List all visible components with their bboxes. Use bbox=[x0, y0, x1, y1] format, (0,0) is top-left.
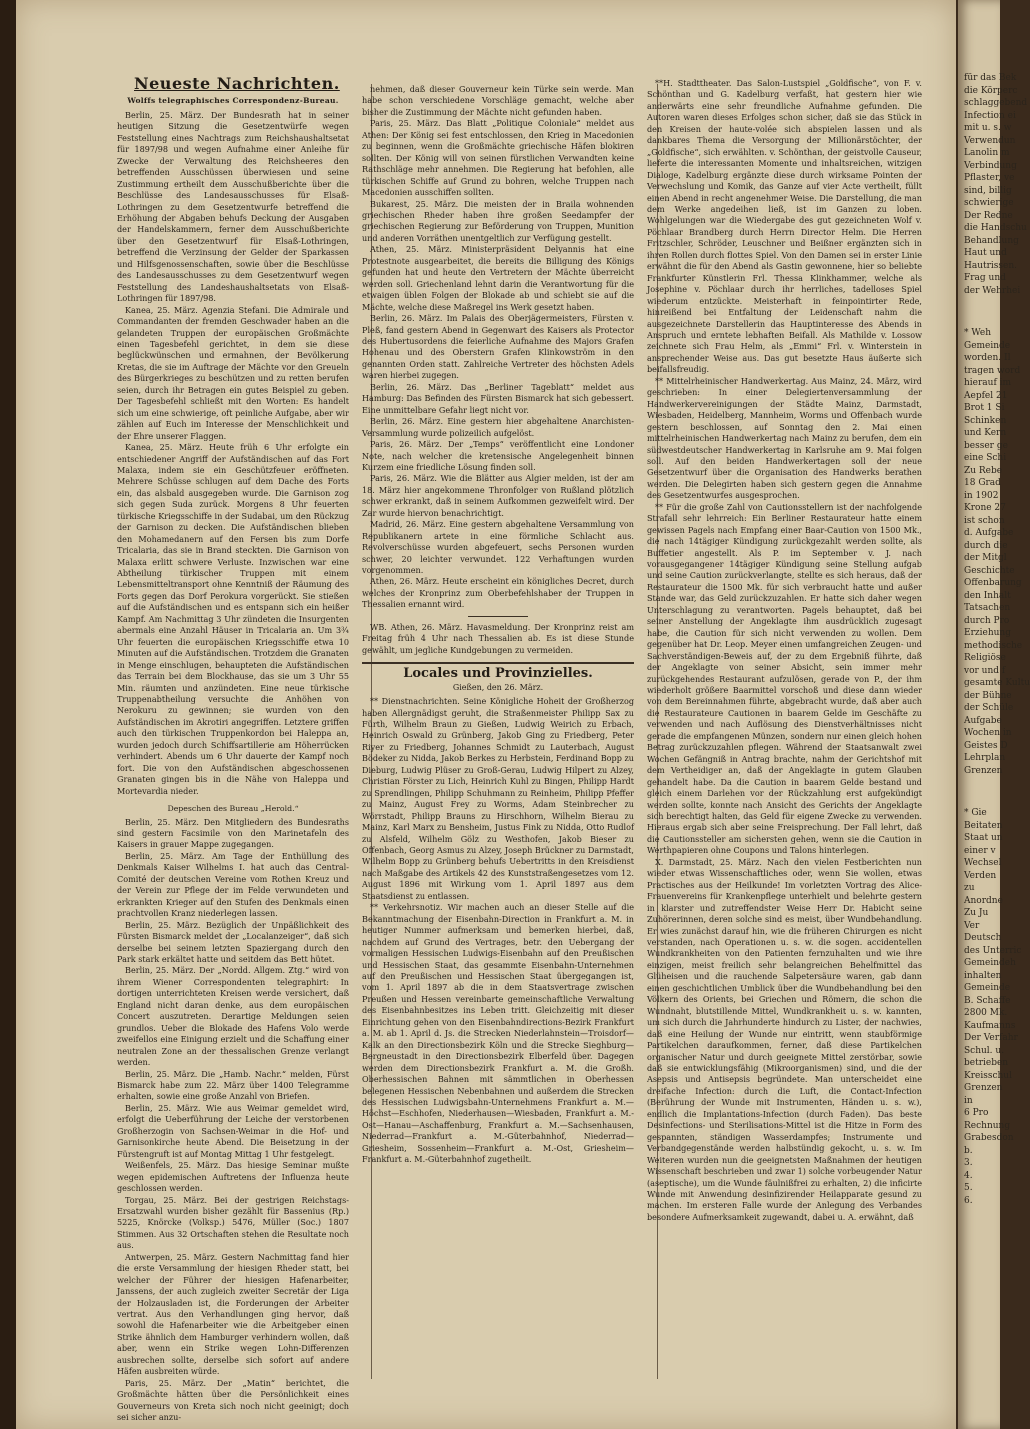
local-paragraph: ** Dienstnachrichten. Seine Königliche Hoheit der Großherzog haben Allergnädigst geruht, die Straßenmeister Philipp Sax zu Fürth, Wilhelm Braun zu Gießen, Ludwig Weirich zu Erbach, Heinrich Oswald zu Grünberg, Jakob Ging zu Friedberg, Peter Riyer zu Friedberg, Johannes Schmidt zu Lauterbach, August Bödeker zu Nidda, Jakob Berkes zu Herbstein, Ferdinand Bopp zu Dieburg, Ludwig Plüser zu Groß-Gerau, Ludwig Hilpert zu Alzey, Christian Förster zu Lich, Heinrich Kuhl zu Bingen, Philipp Hardt zu Sprendlingen, Philipp Schuhmann zu Reinheim, Philipp Pfeffer zu Mainz, August Frey zu Worms, Adam Steinbrecher zu Wörrstadt, Philipp Brauns zu Hirschhorn, Wilhelm Bierau zu Mainz, Karl Marx zu Bensheim, Justus Fink zu Nidda, Otto Rudlof zu Alsfeld, Wilhelm Gölz zu Westhofen, Jakob Bieser zu Offenbach, Georg Asmus zu Alzey, Joseph Brückner zu Darmstadt, Wilhelm Bopp zu Grünberg behufs Uebertritts in den Kreisdienst nach Maßgabe des Artikels 42 des Kunststraßengesetzes vom 12. August 1896 mit Wirkung vom 1. April 1897 aus dem Staatsdienst zu entlassen. bbox=[362, 696, 634, 901]
adjacent-text-line: betrieben bbox=[964, 1058, 1009, 1068]
news-paragraph: Paris, 26. März. Wie die Blätter aus Algier melden, ist der am 18. März hier angekommene Thronfolger von Rußland plötzlich schwer erkrankt, daß in seinem Aufkommen gezweifelt wird. Der Zar wurde hiervon benachrichtigt. bbox=[362, 473, 634, 518]
news-paragraph: Kanea, 25. März. Agenzia Stefani. Die Admirale und Commandanten der fremden Geschwader haben an die gelandeten Truppen der europäischen Großmächte einen Tagesbefehl gerichtet, in dem sie diese beglückwünschen und ermahnen, der Bevölkerung Kretas, die sie im Auftrage der Mächte vor den Greueln des Bürgerkrieges zu beschützen und zu retten berufen seien, durch ihr Betragen ein gutes Beispiel zu geben. Der Tagesbefehl schließt mit den Worten: Es handelt sich um eine schwierige, oft peinliche Aufgabe, aber wir zählen auf Euch im Interesse der Menschlichkeit und der Ehre unserer Flaggen. bbox=[117, 304, 349, 441]
adjacent-text-line: gesamte Kultu bbox=[964, 678, 1030, 688]
adjacent-text-line: 2800 Mk. bbox=[964, 1008, 1008, 1018]
adjacent-text-line: * Gie bbox=[964, 808, 987, 818]
adjacent-text-line: hierauf im bbox=[964, 378, 1012, 388]
adjacent-text-line: inhalten bbox=[964, 970, 1002, 981]
adjacent-text-line: Religiöse bbox=[964, 653, 1006, 663]
news-paragraph: Berlin, 25. März. Wie aus Weimar gemeldet wird, erfolgt die Ueberführung der Leiche der verstorbenen Großherzogin von Sachsen-Weimar in die Hof- und Garnisonkirche heute Abend. Die Beisetzung in der Fürstengruft ist auf Montag Mittag 1 Uhr festgelegt. bbox=[117, 1102, 349, 1159]
wire-service-subtitle: Wolffs telegraphisches Correspondenz-Bureau. bbox=[127, 96, 339, 106]
adjacent-text-line: in 1902 bbox=[964, 490, 999, 501]
adjacent-text-line: Beitaten bbox=[964, 820, 1003, 831]
adjacent-text-line: der Wehrhei bbox=[964, 285, 1021, 296]
adjacent-text-line: Aepfel 21 bbox=[964, 390, 1008, 401]
adjacent-text-line: durch Pro bbox=[964, 615, 1010, 626]
masthead-title: Neueste Nachrichten. bbox=[134, 74, 340, 93]
adjacent-text-line: Kaufmanns bbox=[964, 1020, 1016, 1031]
adjacent-text-line: Gemeinde bbox=[964, 340, 1011, 351]
news-paragraph: Berlin, 25. März. Bezüglich der Unpäßlichkeit des Fürsten Bismarck meldet der „Localanzeiger“, daß sich derselbe bei seinem letzten Spaziergang durch den Park stark erkältet hatte und seitdem das Bett hütet. bbox=[117, 919, 349, 964]
news-paragraph: Paris, 25. März. Das Blatt „Politique Coloniale“ meldet aus Athen: Der König sei fest entschlossen, den Krieg in Macedonien zu beginnen, wenn die Großmächte griechische Häfen blokiren sollten. Der König will von seinen fürstlichen Verwandten keine Rathschläge mehr annehmen. Die Regierung hat befohlen, alle türkischen Schiffe auf Grund zu bohren, welche Truppen nach Macedonien ausschiffen sollten. bbox=[362, 118, 634, 198]
adjacent-text-line: einer v bbox=[964, 845, 996, 856]
adjacent-text-line: ist schon bbox=[964, 515, 1005, 526]
news-paragraph: Athen, 26. März. Heute erscheint ein königliches Decret, durch welches der Kronprinz zum Oberbefehlshaber der Truppen in Thessalien ernannt wird. bbox=[362, 576, 634, 610]
adjacent-text-line: Zu Rebe bbox=[964, 465, 1003, 476]
news-paragraph: Berlin, 25. März. Der Bundesrath hat in seiner heutigen Sitzung die Gesetzentwürfe wegen Feststellung eines Nachtrags zum Reichshaushaltsetat für 1897/98 und wegen Aufnahme einer Anleihe für Zwecke der Verwaltung des Reichsheeres den betreffenden Ausschüssen überwiesen und seine Zustimmung ertheilt dem Ausschußberichte über die Beschlüsse des Landesausschusses für Elsaß-Lothringen zu dem Gesetzentwurfe betreffend die Erhöhung der Abgaben behufs Deckung der Ausgaben der Handelskammern, ferner dem Ausschußberichte über den Gesetzentwurf für Elsaß-Lothringen, betreffend die Verzinsung der Gelder der Sparkassen und Hilfsgenossenschaften, sowie über die Beschlüsse des Landesausschusses zu dem Gesetzentwurf wegen Feststellung des Landeshaushaltsetats von Elsaß-Lothringen für 1897/98. bbox=[117, 109, 349, 304]
news-paragraph: Berlin, 26. März. Das „Berliner Tageblatt“ meldet aus Hamburg: Das Befinden des Fürsten Bismarck hat sich gebessert. Eine unmittelbare Gefahr liegt nicht vor. bbox=[362, 381, 634, 415]
adjacent-text-line: Geschichte bbox=[964, 565, 1015, 576]
adjacent-text-line: Aufgabe bbox=[964, 715, 1002, 726]
news-paragraph: Torgau, 25. März. Bei der gestrigen Reichstags-Ersatzwahl wurden bisher gezählt für Bassenius (Rp.) 5225, Knörcke (Volksp.) 5476, Müller (Soc.) 1807 Stimmen. Aus 32 Ortschaften stehen die Resultate noch aus. bbox=[117, 1194, 349, 1251]
column-2-paragraphs bbox=[362, 84, 634, 611]
adjacent-text-line: Frag und bbox=[964, 273, 1006, 283]
adjacent-text-line: Anordne bbox=[964, 895, 1003, 906]
news-paragraph: Weißenfels, 25. März. Das hiesige Seminar mußte wegen epidemischen Auftretens der Influenza heute geschlossen werden. bbox=[117, 1160, 349, 1194]
adjacent-text-line: Behandlung bbox=[964, 235, 1019, 246]
news-paragraph: Paris, 25. März. Der „Matin“ berichtet, die Großmächte hätten über die Persönlichkeit eines Gouverneurs von Kreta sich noch nicht geeinigt; doch sei sicher anzu- bbox=[117, 1377, 349, 1423]
adjacent-text-line: 6. bbox=[964, 1195, 973, 1206]
news-paragraph: Berlin, 26. März. Im Palais des Oberjägermeisters, Fürsten v. Pleß, fand gestern Abend in Gegenwart des Kaisers als Protector des Hubertusordens die feierliche Aufnahme des Majors Grafen Hohenau und des Oberstern Grafen Klinkowström in den genannten Orden statt. Zahlreiche Vertreter des höchsten Adels waren hierbei zugegen. bbox=[362, 313, 634, 381]
herold-paragraphs bbox=[117, 817, 349, 1424]
adjacent-text-line: vor und f bbox=[964, 665, 1006, 676]
news-paragraph: Madrid, 26. März. Eine gestern abgehaltene Versammlung von Republikanern artete in eine förmliche Schlacht aus. Revolverschüsse wurden abgefeuert, sechs Personen wurden schwer, 20 leichter verwundet. 122 Verhaftungen wurden vorgenommen. bbox=[362, 519, 634, 576]
adjacent-text-line: methodische bbox=[964, 640, 1023, 651]
adjacent-text-line: Grabesdon bbox=[964, 1133, 1014, 1143]
adjacent-text-line: b. bbox=[964, 1145, 973, 1156]
adjacent-text-line: Gemeindeh bbox=[964, 958, 1016, 968]
adjacent-text-line: Lanolin m bbox=[964, 148, 1010, 158]
adjacent-text-line: * Weh bbox=[964, 328, 991, 338]
adjacent-text-line: 6 Pro bbox=[964, 1108, 989, 1118]
news-paragraph: Berlin, 25. März. Die „Hamb. Nachr.“ melden, Fürst Bismarck habe zum 22. März über 1400 Telegramme erhalten, sowie eine große Anzahl von Briefen. bbox=[117, 1068, 349, 1102]
adjacent-text-line: in bbox=[964, 1095, 973, 1106]
adjacent-text-line: der Mitgl bbox=[964, 553, 1007, 563]
adjacent-text-line: eine Schi bbox=[964, 453, 1007, 463]
adjacent-text-line: Gemeinde bbox=[964, 983, 1011, 993]
news-paragraph: nehmen, daß dieser Gouverneur kein Türke sein werde. Man habe schon verschiedene Vorschläge gemacht, welche aber bisher die Zustimmung der Mächte nicht gefunden haben. bbox=[362, 84, 634, 117]
section-dateline: Gießen, den 26. März. bbox=[452, 682, 544, 692]
adjacent-text-line: Wochen in bbox=[964, 728, 1012, 738]
adjacent-lines-3 bbox=[958, 807, 1022, 1207]
news-paragraph: Paris, 26. März. Der „Temps“ veröffentlicht eine Londoner Note, nach welcher die kretensische Angelegenheit binnen Kurzem eine friedliche Lösung finden soll. bbox=[362, 439, 634, 472]
adjacent-text-line: Schinken bbox=[964, 415, 1007, 426]
adjacent-text-line: schlaggebend bbox=[964, 98, 1028, 108]
adjacent-text-line: für das Bek bbox=[964, 73, 1017, 83]
news-paragraph: X. Darmstadt, 25. März. Nach den vielen Festberichten nun wieder etwas Wissenschaftliches oder, wenn Sie wollen, etwas Practisches aus der Heilkunde! Im vorletzten Vortrag des Alice-Frauenvereins für Krankenpflege unterhielt und belehrte gestern in klarster und zutreffendster Weise Herr Dr. Habicht seine Zuhörerinnen, deren solche sind es meist, über Wundbehandlung. Er wies zunächst darauf hin, wie die früheren Chirurgen es nicht verstanden, nach Operationen u. s. w. die sogen. accidentellen Wundkrankheiten von den Patienten fernzuhalten und wie ihre einzigen, meist freilich sehr belangreichen Behelfmittel das Glüheisen und die rauchende Salpetersäure waren, gab dann einen geschichtlichen Umblick über die Wundbehandlung bei den Völkern des Orients, bei Griechen und Römern, die schon die Wundnaht, blutstillende Mittel, Wundkrankheit u. s. w. kannten, um sich durch die Jahrhunderte hindurch zu Lister, der nachwies, daß eine Heilung der Wunde nur eintritt, wenn staubförmige Partikelchen daraufkommen, ferner, daß diese Partikelchen organischer Natur und durch geeignete Mittel zerstörbar, sowie daß sie entwicklungsfähig (Mikroorganismen) sind, und die der Asepsis und Antisepsis begründete. Man unterscheidet eine dreifache Infection: durch die Luft, die Contact-Infection (Berührung der Wunde mit Instrumenten, Händen u. s. w.), endlich die Implantations-Infection (durch Faden). Das beste Desinfections- und Sterilisations-Mittel ist die Hitze in Form des gespannten, ständigen Wasserdampfes; Instrumente und Verbandgegenstände werden halbstündig gekocht, u. s. w. Im Weiteren wurden nun die geeignetsten Maßnahmen der heutigen Wissenschaft beschrieben und zwar 1) solche vorbeugender Natur (aseptische), um die Wunde fäulnißfrei zu erhalten, 2) die inficirte Wunde mit Anwendung desinfizirender Heilapparate gesund zu machen. Im ersteren Falle wurde der Anlegung des Verbandes besondere Aufmerksamkeit zugewandt, dabei u. A. erwähnt, daß bbox=[647, 856, 922, 1222]
news-paragraph: Berlin, 26. März. Eine gestern hier abgehaltene Anarchisten-Versammlung wurde polizeilich aufgelöst. bbox=[362, 416, 634, 438]
adjacent-text-line: Schul. u. bbox=[964, 1045, 1005, 1056]
adjacent-text-line: Kreisschul bbox=[964, 1070, 1012, 1081]
adjacent-text-line: Ver bbox=[964, 920, 980, 931]
adjacent-text-line: tragen word bbox=[964, 365, 1021, 376]
column-2 bbox=[362, 84, 634, 1389]
news-paragraph: ** Für die große Zahl von Cautionsstellern ist der nachfolgende Strafall sehr lehrreich: Ein Berliner Restaurateur hatte einem gewissen Pagels nach Empfang einer Baar-Caution von 1500 Mk., die nach 14tägiger Kündigung zurückgezahlt werden sollte, als Buffetier angestellt. Als P. im September v. J. nach vorausgegangener 14tägiger Kündigung seine Stellung aufgab und seine Caution zurückverlangte, stellte es sich heraus, daß der Restaurateur die 1500 Mk. für sich verbraucht hatte und außer Stande war, das Geld zurückzuzahlen. Er hatte sich daher wegen Unterschlagung zu verantworten. Pagels behauptet, daß bei seiner Anstellung der Angeklagte ihm ausdrücklich zugesagt habe, die Caution für sich nicht verwenden zu wollen. Dem gegenüber hat Dr. Leop. Meyer einen umfangreichen Zeugen- und Sachverständigen-Beweis auf, der zu dem Ergebniß führte, daß der Angeklagte von seiner Absicht, sein immer mehr zurückgehendes Restaurant aufzulösen, gerade von P., der ihm wiederholt größere Baarmittel vorschoß und diese dann wieder von dem Bereinnahmen führte, abgebracht wurde, daß aber auch die Restaurateure Cautionen in baarem Gelde im Geschäfte zu verwenden und nach Auflösung des Dienstverhältnisses nicht gerade die empfangenen Münzen, sondern nur einen gleich hohen Betrag zurückzuzahlen pflegen. Während der Staatsanwalt zwei Wochen Gefängniß in Antrag brachte, nahm der Gerichtshof mit dem Vertheidiger an, daß der Angeklagte in gutem Glauben gehandelt habe. Da die Caution in baarem Gelde bestand und gleich einem Darlehen vor der Rückzahlung erst aufgekündigt werden sollte, konnte nach Ansicht des Gerichts der Angeklagte sich berechtigt halten, das Geld für eigene Zwecke zu verwenden. Hieraus ergab sich aber seine Freisprechung. Der Fall lehrt, daß die Cautionssteller am sichersten gehen, wenn sie die Caution in Werthpapieren ohne Coupons und Talons hinterlegen. bbox=[647, 501, 922, 856]
adjacent-text-line: Lehrplan bbox=[964, 753, 1006, 763]
local-paragraphs bbox=[362, 696, 634, 1166]
news-paragraph: Bukarest, 25. März. Die meisten der in Braila wohnenden griechischen Rheder haben ihre großen Seedampfer der griechischen Regierung zur Beförderung von Truppen, Munition und anderen Vorräthen unentgeltlich zur Verfügung gestellt. bbox=[362, 198, 634, 243]
adjacent-text-line: den Inhalt bbox=[964, 590, 1011, 601]
column-1 bbox=[117, 74, 349, 1423]
section-title: Locales und Provinzielles. bbox=[362, 662, 634, 679]
adjacent-text-line: die Handschu bbox=[964, 223, 1027, 233]
adjacent-text-line: Wechsel bbox=[964, 858, 1002, 868]
adjacent-text-line: Krone 27 bbox=[964, 503, 1006, 513]
adjacent-text-line: Verwendun bbox=[964, 135, 1016, 146]
adjacent-text-line: 4. bbox=[964, 1170, 973, 1181]
news-paragraph: Berlin, 25. März. Den Mitgliedern des Bundesraths sind gestern Facsimile von den Marinetafeln des Kaisers in grauer Mappe zugegangen. bbox=[117, 816, 349, 850]
news-paragraph: ** Mittelrheinischer Handwerkertag. Aus Mainz, 24. März, wird geschrieben: In einer Delegiertenversammlung der Handwerkervereinigungen der Städte Mainz, Darmstadt, Wiesbaden, Heidelberg, Mannheim, Worms und Offenbach wurde gestern beschlossen, auf Sonntag den 2. Mai einen mittelrheinischen Handwerkertag nach Mainz zu berufen, dem ein südwestdeutscher Handwerkertag in Karlsruhe am 9. Mai folgen soll. Auf den beiden Handwerkertagen soll der neue Gesetzentwurf über die Organisation des Handwerks berathen werden. Die Delegirten haben sich gestern gegen die Annahme des Gesetzentwurfes ausgesprochen. bbox=[647, 375, 922, 501]
adjacent-text-line: Deutsch bbox=[964, 933, 1002, 943]
adjacent-text-line: und Kern bbox=[964, 428, 1007, 438]
adjacent-text-line: Infection ei bbox=[964, 110, 1016, 121]
adjacent-text-line: schwierige bbox=[964, 198, 1014, 208]
adjacent-text-line: Zu Ju bbox=[964, 908, 989, 918]
news-paragraph: Antwerpen, 25. März. Gestern Nachmittag fand hier die erste Versammlung der hiesigen Rheder statt, bei welcher der Führer der hiesigen Hafenarbeiter, Janssens, der auch zugleich zweiter Secretär der Liga der Holzausladen ist, die Forderungen der Arbeiter vertrat. Aus den Verhandlungen ging hervor, daß sowohl die Hafenarbeiter wie die Arbeitgeber einen Strike ähnlich dem Hamburger verhindern wollen, daß aber, wenn ein Strike wegen Lohn-Differenzen ausbrechen sollte, derselbe sich sofort auf andere Häfen ausbreiten würde. bbox=[117, 1251, 349, 1377]
adjacent-lines-1 bbox=[958, 72, 1028, 297]
news-paragraph: Athen, 25. März. Ministerpräsident Delyannis hat eine Protestnote ausgearbeitet, die bereits die Billigung des Königs gefunden hat und heute den Vertretern der Mächte überreicht werden soll. Griechenland lehnt darin die Verantwortung für die etwaigen üblen Folgen der Blokade ab und schiebt sie auf die Mächte, welche diese Maßregel ins Werk gesetzt haben. bbox=[362, 244, 634, 312]
adjacent-text-line: Pflaster, ve bbox=[964, 173, 1015, 183]
herold-title: Depeschen des Bureau „Herold.“ bbox=[167, 804, 299, 814]
adjacent-text-line: die Körperc bbox=[964, 85, 1018, 96]
adjacent-text-line: der Schüle bbox=[964, 703, 1014, 713]
adjacent-text-line: Staat un bbox=[964, 833, 1003, 843]
adjacent-text-line: des Unterric bbox=[964, 945, 1022, 956]
column-1-paragraphs bbox=[117, 110, 349, 797]
adjacent-text-line: besser ge bbox=[964, 440, 1008, 451]
adjacent-text-line: Verden bbox=[964, 870, 997, 881]
news-paragraph: Berlin, 25. März. Der „Nordd. Allgem. Ztg.“ wird von ihrem Wiener Correspondenten telegraphirt: In dortigen unterrichteten Kreisen werde versichert, daß England nicht daran denke, aus dem europäischen Concert auszutreten. Derartige Meldungen seien grundlos. Ueber die Blokade des Hafens Volo werde zweifellos eine Einigung erzielt und die Schaffung einer neutralen Zone an der thessalischen Grenze verlangt werden. bbox=[117, 965, 349, 1068]
adjacent-text-line: mit u. s. w bbox=[964, 123, 1012, 133]
adjacent-text-line: Verbindung bbox=[964, 160, 1017, 171]
adjacent-text-line: 5. bbox=[964, 1183, 973, 1193]
adjacent-text-line: Der Redne bbox=[964, 210, 1013, 221]
adjacent-text-line: worden. Il bbox=[964, 353, 1011, 363]
adjacent-text-line: Erziehung bbox=[964, 628, 1011, 638]
news-paragraph: Berlin, 25. März. Am Tage der Enthüllung des Denkmals Kaiser Wilhelms I. hat auch das Central-Comité der deutschen Vereine vom Rothen Kreuz und der Verein zur Pflege der im Felde verwundeten und erkrankten Krieger auf den Stufen des Denkmals einen prachtvollen Kranz niederlegen lassen. bbox=[117, 850, 349, 919]
adjacent-text-line: Haut und bbox=[964, 248, 1007, 258]
adjacent-text-line: Geistes D bbox=[964, 740, 1008, 751]
adjacent-text-line: Hautrissen. bbox=[964, 260, 1018, 271]
column-3 bbox=[647, 78, 922, 1389]
wb-paragraph: WB. Athen, 26. März. Havasmeldung. Der Kronprinz reist am Freitag früh 4 Uhr nach Thessalien ab. Es ist diese Stunde gewählt, um jegliche Kundgebungen zu vermeiden. bbox=[362, 621, 634, 655]
adjacent-text-line: d. Aufgabe bbox=[964, 528, 1014, 538]
adjacent-text-line: zu bbox=[964, 883, 975, 893]
adjacent-text-line: der Bühne bbox=[964, 690, 1012, 701]
local-paragraph: ** Verkehrsnotiz. Wir machen auch an dieser Stelle auf die Bekanntmachung der Eisenbahn-Direction in Frankfurt a. M. in heutiger Nummer aufmerksam und bemerken hierbei, daß, nachdem auf Grund des Vertrages, betr. den Uebergang der vormaligen Hessischen Ludwigs-Eisenbahn auf den Preußischen und Hessischen Staat, das gesammte Eisenbahn-Unternehmen auf den Preußischen und Hessischen Staat übergegangen ist, vom 1. April 1897 ab die in dem Staatsvertrage zwischen Preußen und Hessen vereinbarte gemeinschaftliche Verwaltung des Eisenbahnbesitzes ins Leben tritt. Gleichzeitig mit dieser Einrichtung gehen von den Eisenbahndirections-Bezirk Frankfurt a. M. ab 1. April d. Js. die Strecken Niederlahnstein—Troisdorf—Kalk an den Directionsbezirk Köln und die Strecke Sieghburg—Bergneustadt in den Directionsbezirk Elberfeld über. Dagegen werden dem Directionsbezirk Frankfurt a. M. die Großh. Oberhessischen Bahnen mit sämmtlichen in Oberhessen belegenen Hessischen Nebenbahnen und außerdem die Strecken des Hessischen Ludwigsbahn-Unternehmens Frankfurt a. M.—Höchst—Eschhofen, Niederhausen—Wiesbaden, Frankfurt a. M.-Ost—Hanau—Aschaffenburg, Frankfurt a. M.—Sachsenhausen, Niederrad—Frankfurt a. M.-Güterbahnhof, Niederrad—Griesheim, Sossenheim—Frankfurt a. M.-Ost, Griesheim—Frankfurt a. M.-Güterbahnhof zugetheilt. bbox=[362, 902, 634, 1165]
adjacent-text-line: 18 Grad bbox=[964, 478, 1001, 488]
adjacent-page-fragment bbox=[958, 0, 1030, 1429]
adjacent-text-line: Offenbarung bbox=[964, 578, 1022, 588]
adjacent-text-line: sind, billig bbox=[964, 185, 1012, 196]
adjacent-lines-2 bbox=[958, 327, 1030, 777]
adjacent-text-line: durch die bbox=[964, 540, 1008, 551]
divider bbox=[468, 616, 528, 617]
adjacent-text-line: Brot 1 Si bbox=[964, 403, 1005, 413]
adjacent-text-line: B. Schaffe bbox=[964, 995, 1011, 1006]
adjacent-text-line: Grenzen bbox=[964, 765, 1003, 776]
adjacent-text-line: Grenzen bbox=[964, 1083, 1003, 1093]
adjacent-text-line: Tatsachen bbox=[964, 603, 1011, 613]
adjacent-text-line: 3. bbox=[964, 1158, 973, 1168]
binding-edge bbox=[0, 0, 16, 1429]
adjacent-text-line: Der Verfahr bbox=[964, 1033, 1018, 1043]
adjacent-text-line: Rechnung bbox=[964, 1120, 1011, 1131]
news-paragraph: **H. Stadttheater. Das Salon-Lustspiel „Goldfische“, von F. v. Schönthan und G. Kadelburg verfaßt, hat gestern hier wie anderwärts eine sehr freundliche Aufnahme gefunden. Die Autoren waren dieses Erfolges schon sicher, daß sie das Stück in den Kreisen der haute-volée sich abspielen lassen und als dankbares Thema die Versorgung der Millionärstöchter, der „Goldfische“, sich erwählten. v. Schönthan, der geistvolle Causeur, lieferte die interessanten Momente und inhaltsreichen, witzigen Dialoge, Kadelburg ergänzte diese durch wirksame Pointen der Verwechslung und Komik, das Ganze auf vier Acte vertheilt, füllt einen Abend in recht angenehmer Weise. Die Darstellung, die man dem Werke angedeihen ließ, ist im Ganzen zu loben. Wohlgelungen war die Wiedergabe des gut gezeichneten Wolf v. Pöchlaar Brandberg durch Herrn Director Helm. Die Herren Fritzschler, Schröder, Leuschner und Beißner ergänzten sich in ihren Rollen durch flottes Spiel. Von den Damen sei in erster Linie erwähnt die für den Abend als Gastin gewonnene, hier so beliebte Frankfurter Künstlerin Frl. Thessa Klinkhammer, welche als Josephine v. Pöchlaar durch ihr herrliches, tadelloses Spiel wiederum entzückte. Meisterhaft in feinpointirter Rede, hinreißend bei Entfaltung der Leidenschaft nahm die ausgezeichnete Darstellerin das Hauptinteresse des Abends in Anspruch und erntete lebhaften Beifall. Als Mathilde v. Lossow zeichnete sich Frau Helm, als „Emmi“ Frl. v. Winterstein in ansprechender Weise aus. Das gut besetzte Haus äußerte sich beifallsfreudig. bbox=[647, 78, 922, 375]
column-3-paragraphs bbox=[647, 78, 922, 1223]
news-paragraph: Kanea, 25. März. Heute früh 6 Uhr erfolgte ein entschiedener Angriff der Aufständischen auf das Fort Malaxa, indem sie ein Geschützfeuer eröffneten. Mehrere Schüsse schlugen auf dem Dache des Forts ein, das alsbald ausgegeben wurde. Die Garnison zog sich gegen Suda zurück. Morgens 8 Uhr feuerten türkische Kriegsschiffe in der Sudabai, um den Rückzug der Garnison zu decken. Die Aufständischen blieben den Mohamedanern auf den Fersen bis zum Dorfe Tricalaria, das sie in Brand steckten. Die Garnison von Malaxa erlitt schwere Verluste. Inzwischen war eine Abtheilung türkischer Truppen mit einem Lebensmitteltransport ohne Kenntniß der Räumung des Forts gegen das Dorf Perokura vorgerückt. Sie stießen auf die Aufständischen und es entspann sich ein heißer Kampf. Am Nachmittag 3 Uhr zündeten die Insurgenten abermals eine Anzahl Häuser in Tricalaria an. Um 3¾ Uhr feuerten die europäischen Kriegsschiffe etwa 10 Minuten auf die Aufständischen. Trotzdem die Granaten in Menge einschlugen, behaupteten die Aufständischen das Terrain bei dem Blockhause, das sie um 3 Uhr 55 Min. räumten und anzündeten. Eine neue türkische Truppenabtheilung versuchte die Anhöhen von Nerokuru zu gewinnen; sie wurden von den Aufständischen im Akrotiri angegriffen. Letztere griffen auch den türkischen Truppenkordon bei Haleppa an, wurden jedoch durch Schiffsartillerie am Höherrücken verhindert. Abends um 6 Uhr dauerte der Kampf noch fort. Die von den Aufständischen abgeschossenen Granaten gingen bis in die Nähe von Haleppa und Mortevardia nieder. bbox=[117, 442, 349, 796]
